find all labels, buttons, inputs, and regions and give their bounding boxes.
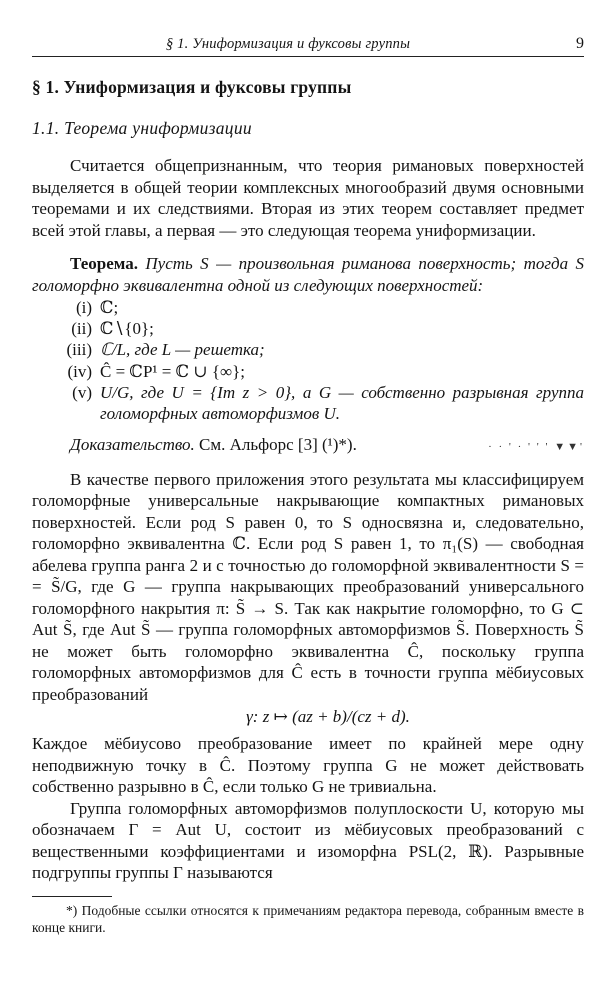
- group-paragraph: Группа голоморфных автоморфизмов полуплоскости U, которую мы обозначаем Γ = Aut U, состоит из мёбиусовых преобразований с вещественными коэффициентами и изоморфна PSL(2, ℝ). Разрывные подгруппы группы Γ называются: [32, 798, 584, 883]
- case-number: (i): [75, 298, 92, 317]
- intro-paragraph: Считается общепризнанным, что теория римановых поверхностей выделяется в общей теории комплексных многообразий двумя основными теоремами и их следствиями. Вторая из этих теорем составляет предмет всей этой главы, а первая — это следующая теорема униформизации.: [32, 156, 584, 240]
- print-marks: · · ' · ' ' ' ▼▼': [488, 441, 584, 454]
- theorem: [32, 253, 584, 296]
- page-number: 9: [576, 35, 584, 52]
- case-text: ℂ/L, где L — решетка;: [100, 340, 265, 360]
- proof-text: См. Альфорс [3] (¹)*).: [199, 435, 357, 455]
- case-text: U/G, где U = {Im z > 0}, а G — собственно разрывная группа голоморфных автоморфизмов U.: [100, 382, 584, 424]
- case-text: ℂ;: [100, 298, 119, 317]
- case-number: (iv): [67, 361, 92, 381]
- page: [32, 30, 584, 937]
- theorem-label: Теорема.: [70, 254, 138, 273]
- mobius-paragraph: Каждое мёбиусово преобразование имеет по крайней мере одну неподвижную точку в Ĉ. Поэтому группа G не может действовать собственно разрывно в Ĉ, если только G не тривиальна.: [32, 734, 584, 797]
- page-header: [32, 30, 584, 57]
- case-item: [32, 361, 584, 382]
- proof-label: Доказательство.: [70, 435, 195, 455]
- proof: [32, 434, 584, 456]
- footnote: *) Подобные ссылки относятся к примечаниям редактора перевода, собранным вместе в конце книги.: [32, 902, 584, 936]
- case-number: (ii): [71, 319, 92, 339]
- section-title: § 1. Униформизация и фуксовы группы: [32, 77, 352, 97]
- running-head: § 1. Униформизация и фуксовы группы: [165, 36, 411, 52]
- case-text: Ĉ = ℂP¹ = ℂ ∪ {∞};: [100, 361, 246, 381]
- theorem-statement: Пусть S — произвольная риманова поверхность; тогда S голоморфно эквивалентна одной из следующих поверхностей:: [32, 254, 584, 295]
- case-item: [32, 318, 584, 339]
- case-number: (v): [72, 382, 92, 402]
- case-number: (iii): [66, 340, 92, 360]
- case-item: [32, 297, 584, 318]
- case-item: [32, 339, 584, 360]
- application-paragraph: В качестве первого приложения этого результата мы классифицируем голоморфные универсальные накрывающие компактных римановых поверхностей. Если род S равен 0, то S односвязна и, следовательно, голоморфно эквивалентна ℂ. Если род S равен 1, то π₁(S) — свободная абелева группа ранга 2 и с точностью до голоморфной эквивалентности S = = S̃/G, где G — группа накрывающих преобразований универсального голоморфного накрытия π: S̃ → S. Так как накрытие голоморфно, то G ⊂ Aut S̃, где Aut S̃ — группа голоморфных автоморфизмов S̃. Поверхность S̃ не может быть голоморфно эквивалентна Ĉ, поскольку группа голоморфных автоморфизмов для Ĉ есть в точности группа мёбиусовых преобразований: [32, 469, 584, 704]
- case-text: ℂ∖{0};: [100, 319, 154, 339]
- mobius-formula: γ: z ↦ (az + b)/(cz + d).: [246, 707, 410, 727]
- footnote-rule: [32, 896, 112, 897]
- subsection-title: 1.1. Теорема униформизации: [32, 118, 252, 138]
- case-item: [32, 382, 584, 424]
- theorem-cases: [32, 297, 584, 424]
